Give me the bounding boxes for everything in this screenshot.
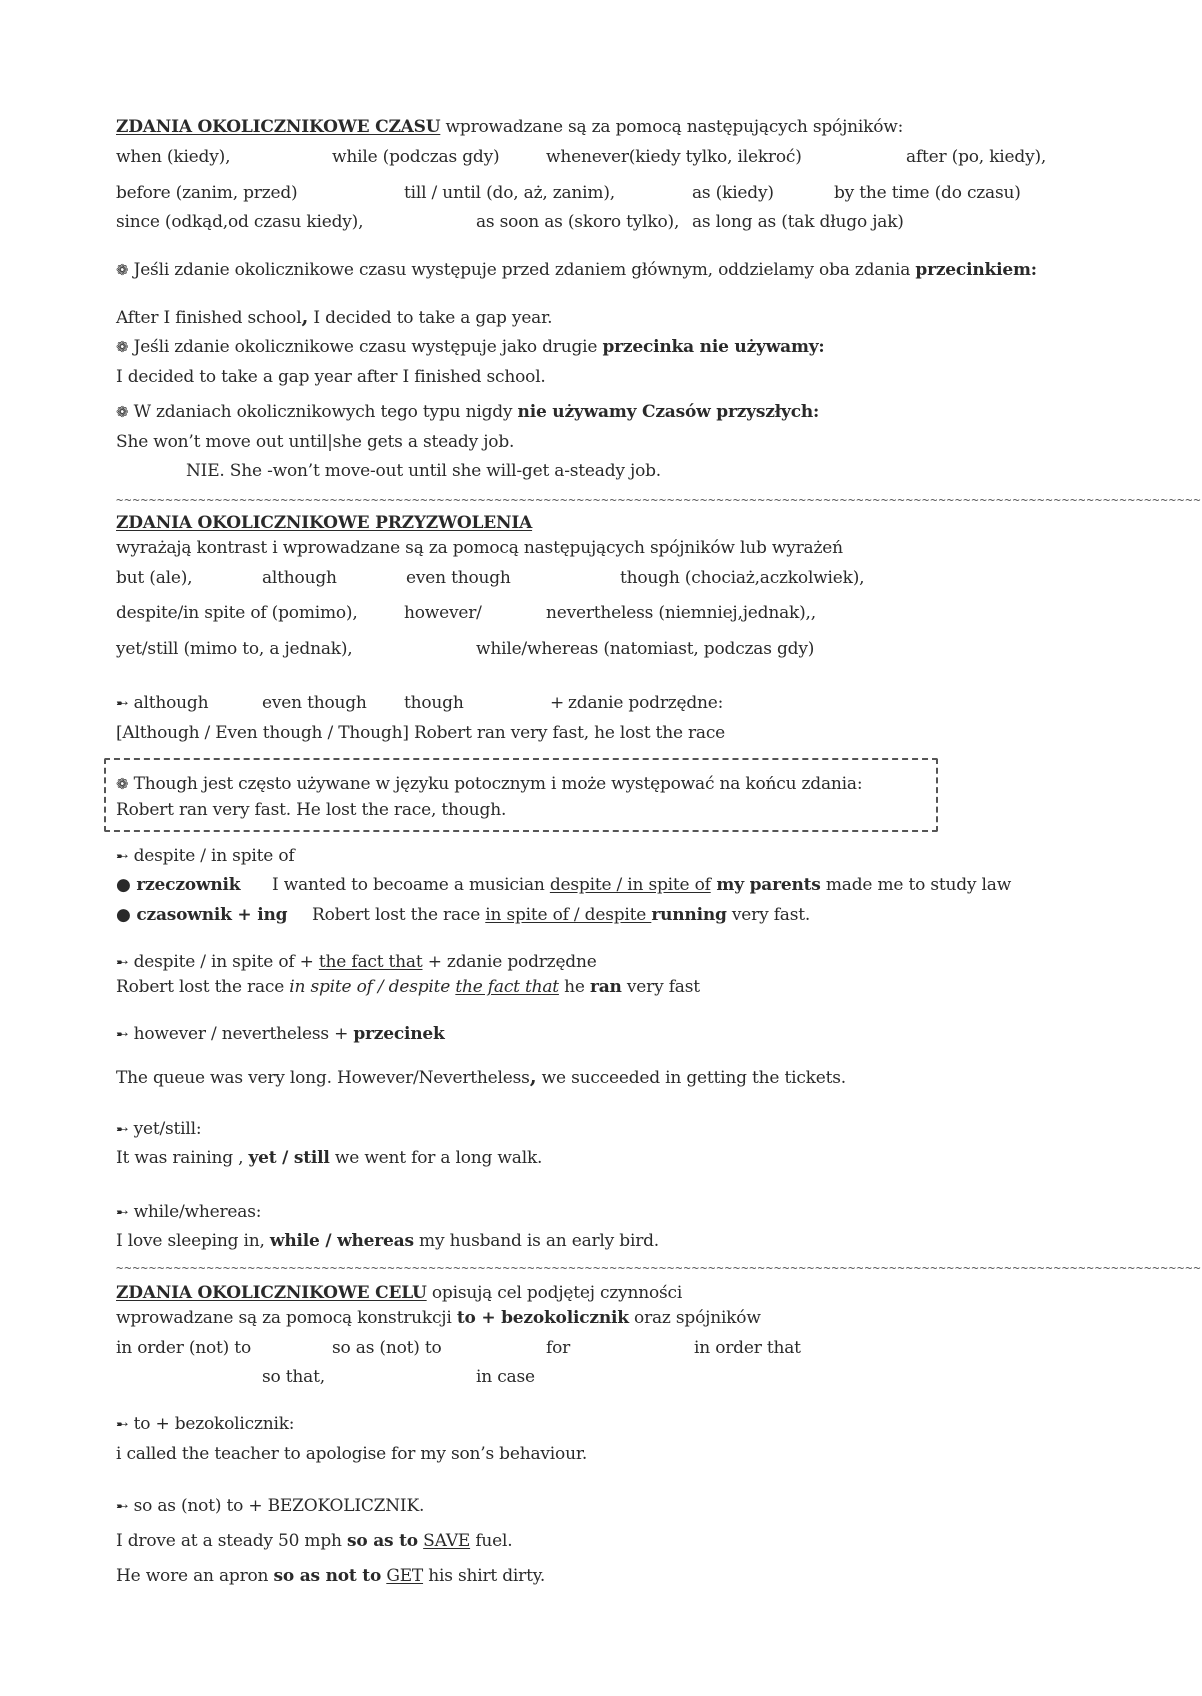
sec3-s1-example2: He wore an apron so as not to GET his shirt dirty.	[116, 1566, 546, 1586]
sec2-r2-c3: nevertheless (niemniej,jednak),,	[546, 603, 816, 623]
flower-icon: ❁	[116, 261, 129, 279]
sec1-example2: I decided to take a gap year after I finished school.	[116, 367, 546, 387]
separator-1: ~~~~~~~~~~~~~~~~~~~~~~~~~~~~~~~~~~~~~~~~~~~~~~~~~~~~~~~~~~~~~~~~~~~~~~~~~~~~~~~~~~~~~~~~~~~~~~~~~~~~~~~~~~~~~~~~~~~~~~~~~~~~~~~~~~~~	[116, 493, 1202, 507]
sec1-r2-c1: before (zanim, przed)	[116, 183, 298, 203]
sec1-r1-c2: while (podczas gdy)	[332, 147, 500, 167]
sec2-d1-bullet2: ● czasownik + ing	[116, 905, 288, 925]
sec3-intro: wprowadzane są za pomocą konstrukcji to + bezokolicznik oraz spójników	[116, 1308, 761, 1328]
sec2-w1-example: I love sleeping in, while / whereas my husband is an early bird.	[116, 1231, 660, 1251]
sec1-r1-c3: whenever(kiedy tylko, ilekroć)	[546, 147, 802, 167]
sec1-r2-c2: till / until (do, aż, zanim),	[404, 183, 615, 203]
sec1-r1-c4: after (po, kiedy),	[906, 147, 1047, 167]
sec3-s1-example1: I drove at a steady 50 mph so as to SAVE fuel.	[116, 1531, 513, 1551]
sec2-r1-c3: even though	[406, 568, 511, 588]
sec3-t1-example: i called the teacher to apologise for my son’s behaviour.	[116, 1444, 588, 1464]
sec2-d1-bullet1: ● rzeczownik	[116, 875, 241, 895]
sec2-h1-label: ➸ however / nevertheless + przecinek	[116, 1024, 445, 1044]
sec2-d1-label: ➸ despite / in spite of	[116, 846, 295, 866]
flower-icon: ❁	[116, 775, 129, 793]
sec2-r1-c1: but (ale),	[116, 568, 193, 588]
sec2-r2-c1: despite/in spite of (pomimo),	[116, 603, 358, 623]
arrow-icon: ➸	[116, 1497, 129, 1515]
sec2-y1-label: ➸ yet/still:	[116, 1119, 202, 1139]
sec3-heading-line: ZDANIA OKOLICZNIKOWE CELU opisują cel podjętej czynności	[116, 1283, 683, 1303]
sec2-a1-example: [Although / Even though / Though] Robert ran very fast, he lost the race	[116, 723, 726, 743]
sec2-r1-c4: though (chociaż,aczkolwiek),	[620, 568, 865, 588]
sec3-r2-c1: so that,	[262, 1367, 325, 1387]
note-line1: ❁ Though jest często używane w języku potocznym i może występować na końcu zdania:	[116, 774, 863, 794]
arrow-icon: ➸	[116, 1120, 129, 1138]
sec2-title: ZDANIA OKOLICZNIKOWE PRZYZWOLENIA	[116, 513, 533, 533]
arrow-icon: ➸	[116, 1203, 129, 1221]
sec1-r3-c3: as long as (tak długo jak)	[692, 212, 904, 232]
sec1-r1-c1: when (kiedy),	[116, 147, 231, 167]
sec2-d2-example: Robert lost the race in spite of / despite the fact that he ran very fast	[116, 977, 700, 997]
sec1-r3-c1: since (odkąd,od czasu kiedy),	[116, 212, 364, 232]
sec2-r3-c1: yet/still (mimo to, a jednak),	[116, 639, 353, 659]
sec3-s1-label: ➸ so as (not) to + BEZOKOLICZNIK.	[116, 1496, 425, 1516]
arrow-icon: ➸	[116, 1415, 129, 1433]
sec2-a1-c5: zdanie podrzędne:	[568, 693, 724, 713]
sec1-r2-c3: as (kiedy)	[692, 183, 774, 203]
flower-icon: ❁	[116, 403, 129, 421]
sec1-example3: She won’t move out until|she gets a steady job.	[116, 432, 515, 452]
sec3-r1-c4: in order that	[694, 1338, 801, 1358]
sec2-y1-example: It was raining , yet / still we went for a long walk.	[116, 1148, 543, 1168]
sec2-d1-example1: I wanted to becoame a musician despite / in spite of my parents made me to study law	[272, 875, 1012, 895]
sec1-rule1: ❁ Jeśli zdanie okolicznikowe czasu występuje przed zdaniem głównym, oddzielamy oba zdania przecinkiem:	[116, 260, 1037, 280]
sec1-heading-line	[116, 116, 903, 138]
sec1-rule3: ❁ W zdaniach okolicznikowych tego typu nigdy nie używamy Czasów przyszłych:	[116, 402, 820, 422]
sec2-d2-label: ➸ despite / in spite of + the fact that + zdanie podrzędne	[116, 952, 597, 972]
arrow-icon: ➸	[116, 847, 129, 865]
sec1-rule2: ❁ Jeśli zdanie okolicznikowe czasu występuje jako drugie przecinka nie używamy:	[116, 337, 825, 357]
sec1-example3-incorrect: NIE. She -won’t move-out until she will-get a-steady job.	[186, 461, 662, 481]
sec2-h1-example: The queue was very long. However/Nevertheless, we succeeded in getting the tickets.	[116, 1064, 846, 1088]
sec3-t1-label: ➸ to + bezokolicznik:	[116, 1414, 295, 1434]
flower-icon: ❁	[116, 338, 129, 356]
sec3-r1-c3: for	[546, 1338, 571, 1358]
note-line2: Robert ran very fast. He lost the race, though.	[116, 800, 507, 820]
sec3-r2-c2: in case	[476, 1367, 535, 1387]
separator-2: ~~~~~~~~~~~~~~~~~~~~~~~~~~~~~~~~~~~~~~~~~~~~~~~~~~~~~~~~~~~~~~~~~~~~~~~~~~~~~~~~~~~~~~~~~~~~~~~~~~~~~~~~~~~~~~~~~~~~~~~~~~~~~~~~~~~~	[116, 1261, 1202, 1275]
sec3-r1-c1: in order (not) to	[116, 1338, 251, 1358]
sec2-d1-example2: Robert lost the race in spite of / despite running very fast.	[312, 905, 811, 925]
sec2-r1-c2: although	[262, 568, 337, 588]
sec3-r1-c2: so as (not) to	[332, 1338, 442, 1358]
sec1-example1: After I finished school, I decided to take a gap year.	[116, 304, 553, 328]
sec1-intro: wprowadzane są za pomocą następujących spójników:	[440, 117, 904, 137]
sec2-w1-label: ➸ while/whereas:	[116, 1202, 262, 1222]
sec2-intro: wyrażają kontrast i wprowadzane są za pomocą następujących spójników lub wyrażeń	[116, 538, 843, 558]
sec2-a1-c3: though	[404, 693, 464, 713]
sec2-a1-c2: even though	[262, 693, 367, 713]
sec1-r3-c2: as soon as (skoro tylko),	[476, 212, 680, 232]
sec2-a1-plus: +	[550, 693, 565, 713]
sec2-a1-label: ➸ although	[116, 693, 209, 713]
sec1-title: ZDANIA OKOLICZNIKOWE CZASU	[116, 117, 441, 137]
arrow-icon: ➸	[116, 694, 129, 712]
sec2-r2-c2: however/	[404, 603, 482, 623]
sec1-r2-c4: by the time (do czasu)	[834, 183, 1021, 203]
arrow-icon: ➸	[116, 953, 129, 971]
sec2-r3-c2: while/whereas (natomiast, podczas gdy)	[476, 639, 815, 659]
arrow-icon: ➸	[116, 1025, 129, 1043]
